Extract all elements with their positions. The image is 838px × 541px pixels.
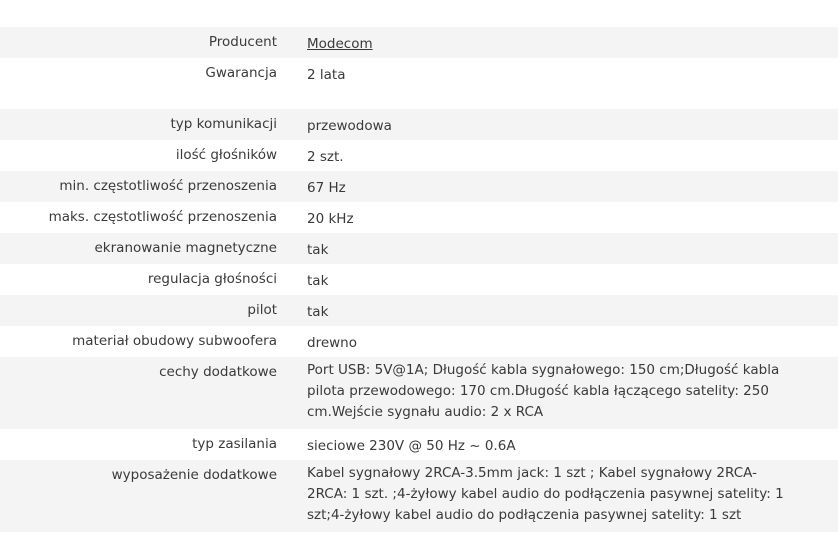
- spec-value: sieciowe 230V @ 50 Hz ~ 0.6A: [307, 438, 516, 454]
- spec-label: maks. częstotliwość przenoszenia: [48, 209, 277, 225]
- spec-row: [0, 109, 838, 140]
- spec-row: [0, 295, 838, 326]
- spec-value: tak: [307, 304, 329, 320]
- spec-value: 20 kHz: [307, 211, 354, 227]
- spec-row-warranty: [0, 58, 838, 89]
- producer-link[interactable]: Modecom: [307, 36, 373, 52]
- spec-label: pilot: [247, 302, 277, 318]
- spec-label: cechy dodatkowe: [159, 364, 277, 380]
- spec-row: [0, 140, 838, 171]
- spec-value: 2 lata: [307, 67, 346, 83]
- spec-label: ekranowanie magnetyczne: [94, 240, 277, 256]
- spec-label: materiał obudowy subwoofera: [72, 333, 277, 349]
- spec-row: [0, 233, 838, 264]
- spec-label: typ komunikacji: [170, 116, 277, 132]
- spec-label: Producent: [208, 34, 277, 50]
- spec-label: regulacja głośności: [147, 271, 277, 287]
- spec-label: ilość głośników: [175, 147, 277, 163]
- spec-row-producer: [0, 27, 838, 58]
- spec-value: Port USB: 5V@1A; Długość kabla sygnałowego: 150 cm;Długość kabla pilota przewodowego: 170 cm.Długość kabla łączącego satelity: 250 cm.Wejście sygnału audio: 2 x RCA: [307, 362, 780, 420]
- spec-label: Gwarancja: [205, 65, 277, 81]
- spec-value: Kabel sygnałowy 2RCA-3.5mm jack: 1 szt ; Kabel sygnałowy 2RCA-2RCA: 1 szt. ;4-żyłowy kabel audio do podłączenia pasywnej satelity: 1 szt;4-żyłowy kabel audio do podłączenia pasywnej satelity: 1 szt: [307, 465, 784, 523]
- spec-value: drewno: [307, 335, 357, 351]
- spec-row: [0, 171, 838, 202]
- spec-value: tak: [307, 242, 329, 258]
- spec-value: [307, 27, 787, 55]
- spec-row: [0, 357, 838, 429]
- product-spec-table: [0, 27, 838, 532]
- spec-row: [0, 264, 838, 295]
- spec-label: min. częstotliwość przenoszenia: [59, 178, 277, 194]
- spec-label: typ zasilania: [192, 436, 277, 452]
- spec-value: tak: [307, 273, 329, 289]
- group-separator: [0, 89, 838, 109]
- spec-value: 2 szt.: [307, 149, 344, 165]
- spec-value: przewodowa: [307, 118, 392, 134]
- spec-label: wyposażenie dodatkowe: [111, 467, 277, 483]
- spec-row: [0, 429, 838, 460]
- spec-value: 67 Hz: [307, 180, 346, 196]
- spec-row: [0, 460, 838, 532]
- spec-row: [0, 202, 838, 233]
- spec-row: [0, 326, 838, 357]
